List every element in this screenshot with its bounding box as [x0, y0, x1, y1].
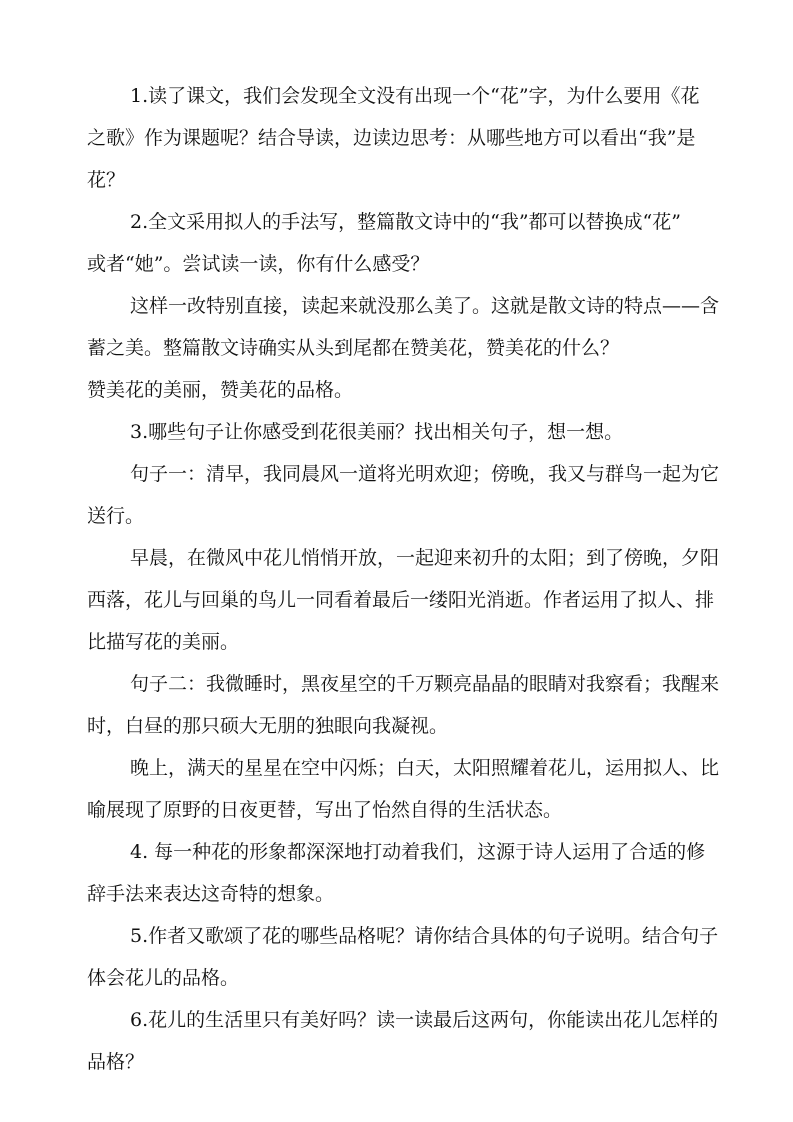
text-line: 1.读了课文，我们会发现全文没有出现一个“花”字，为什么要用《花 — [130, 85, 700, 107]
text-line: 5.作者又歌颂了花的哪些品格呢？请你结合具体的句子说明。结合句子 — [130, 925, 719, 947]
text-line: 2.全文采用拟人的手法写，整篇散文诗中的“我”都可以替换成“花” — [130, 211, 681, 233]
text-line: 辞手法来表达这奇特的想象。 — [87, 883, 335, 905]
text-line: 晚上，满天的星星在空中闪烁；白天，太阳照耀着花儿，运用拟人、比 — [130, 757, 720, 779]
text-line: 6.花儿的生活里只有美好吗？读一读最后这两句，你能读出花儿怎样的 — [130, 1009, 719, 1031]
text-line: 句子一：清早，我同晨风一道将光明欢迎；傍晚，我又与群鸟一起为它 — [130, 463, 720, 485]
text-line: 3.哪些句子让你感受到花很美丽？找出相关句子，想一想。 — [130, 421, 624, 443]
text-line: 花？ — [87, 169, 126, 191]
text-line: 这样一改特别直接，读起来就没那么美了。这就是散文诗的特点——含 — [130, 295, 720, 317]
text-line: 体会花儿的品格。 — [87, 967, 240, 989]
text-line: 蓄之美。整篇散文诗确实从头到尾都在赞美花，赞美花的什么？ — [87, 337, 620, 359]
text-line: 句子二：我微睡时，黑夜星空的千万颗亮晶晶的眼睛对我察看；我醒来 — [130, 673, 720, 695]
text-line: 赞美花的美丽，赞美花的品格。 — [87, 379, 354, 401]
text-line: 或者“她”。尝试读一读，你有什么感受？ — [87, 253, 430, 275]
text-line: 西落，花儿与回巢的鸟儿一同看着最后一缕阳光消逝。作者运用了拟人、排 — [87, 589, 715, 611]
text-line: 品格？ — [87, 1051, 145, 1073]
text-line: 早晨，在微风中花儿悄悄开放，一起迎来初升的太阳；到了傍晚，夕阳 — [130, 547, 720, 569]
text-line: 比描写花的美丽。 — [87, 631, 240, 653]
text-line: 喻展现了原野的日夜更替，写出了怡然自得的生活状态。 — [87, 799, 563, 821]
text-line: 4. 每一种花的形象都深深地打动着我们，这源于诗人运用了合适的修 — [130, 841, 706, 863]
text-line: 送行。 — [87, 505, 145, 527]
text-line: 时，白昼的那只硕大无朋的独眼向我凝视。 — [87, 715, 449, 737]
text-line: 之歌》作为课题呢？结合导读，边读边思考：从哪些地方可以看出“我”是 — [87, 127, 696, 149]
